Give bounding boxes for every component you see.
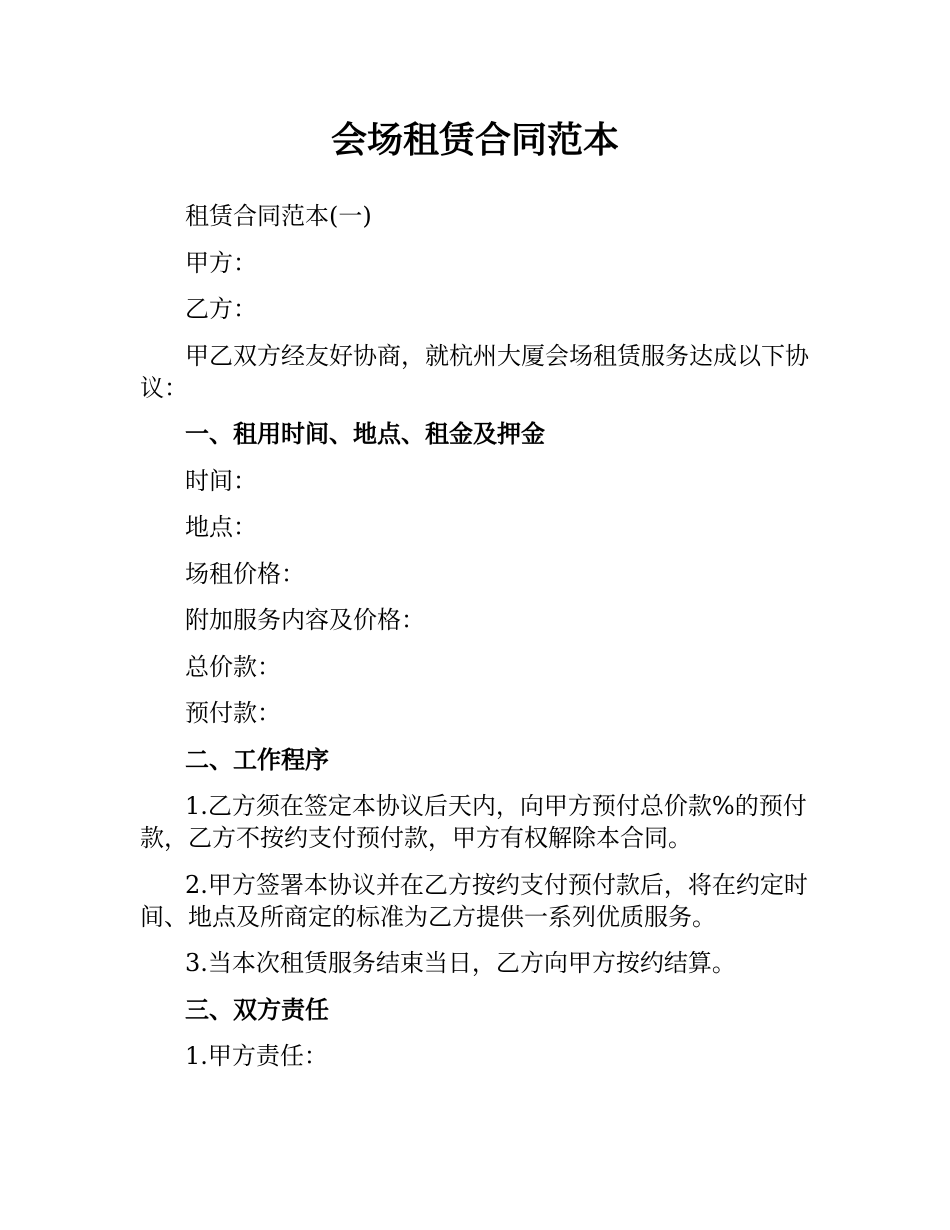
section-heading-procedure: 二、工作程序	[185, 745, 329, 774]
contract-subtitle: 租赁合同范本(一)	[185, 202, 372, 230]
venue-price-line: 场租价格：	[185, 559, 305, 588]
procedure-item-2: 2.甲方签署本协议并在乙方按约支付预付款后，将在约定时间、地点及所商定的标准为乙方提供一系列优质服务。	[140, 870, 808, 931]
extra-services-line: 附加服务内容及价格：	[185, 606, 425, 634]
section-heading-rental-terms: 一、租用时间、地点、租金及押金	[185, 420, 545, 448]
section-heading-responsibilities: 三、双方责任	[185, 995, 329, 1024]
time-line: 时间：	[185, 466, 257, 495]
document-title: 会场租赁合同范本	[330, 120, 619, 161]
procedure-item-1: 1.乙方须在签定本协议后天内，向甲方预付总价款%的预付款，乙方不按约支付预付款，甲方有权解除本合同。	[140, 792, 807, 852]
party-b-line: 乙方：	[185, 295, 257, 323]
prepayment-line: 预付款：	[185, 699, 281, 727]
location-line: 地点：	[185, 513, 257, 541]
intro-paragraph: 甲乙双方经友好协商，就杭州大厦会场租赁服务达成以下协议：	[140, 341, 809, 402]
document-body	[140, 200, 810, 1087]
procedure-item-3: 3.当本次租赁服务结束当日，乙方向甲方按约结算。	[185, 949, 736, 977]
party-a-line: 甲方：	[185, 248, 257, 277]
total-price-line: 总价款：	[185, 652, 281, 681]
responsibility-item-1: 1.甲方责任：	[185, 1042, 328, 1070]
